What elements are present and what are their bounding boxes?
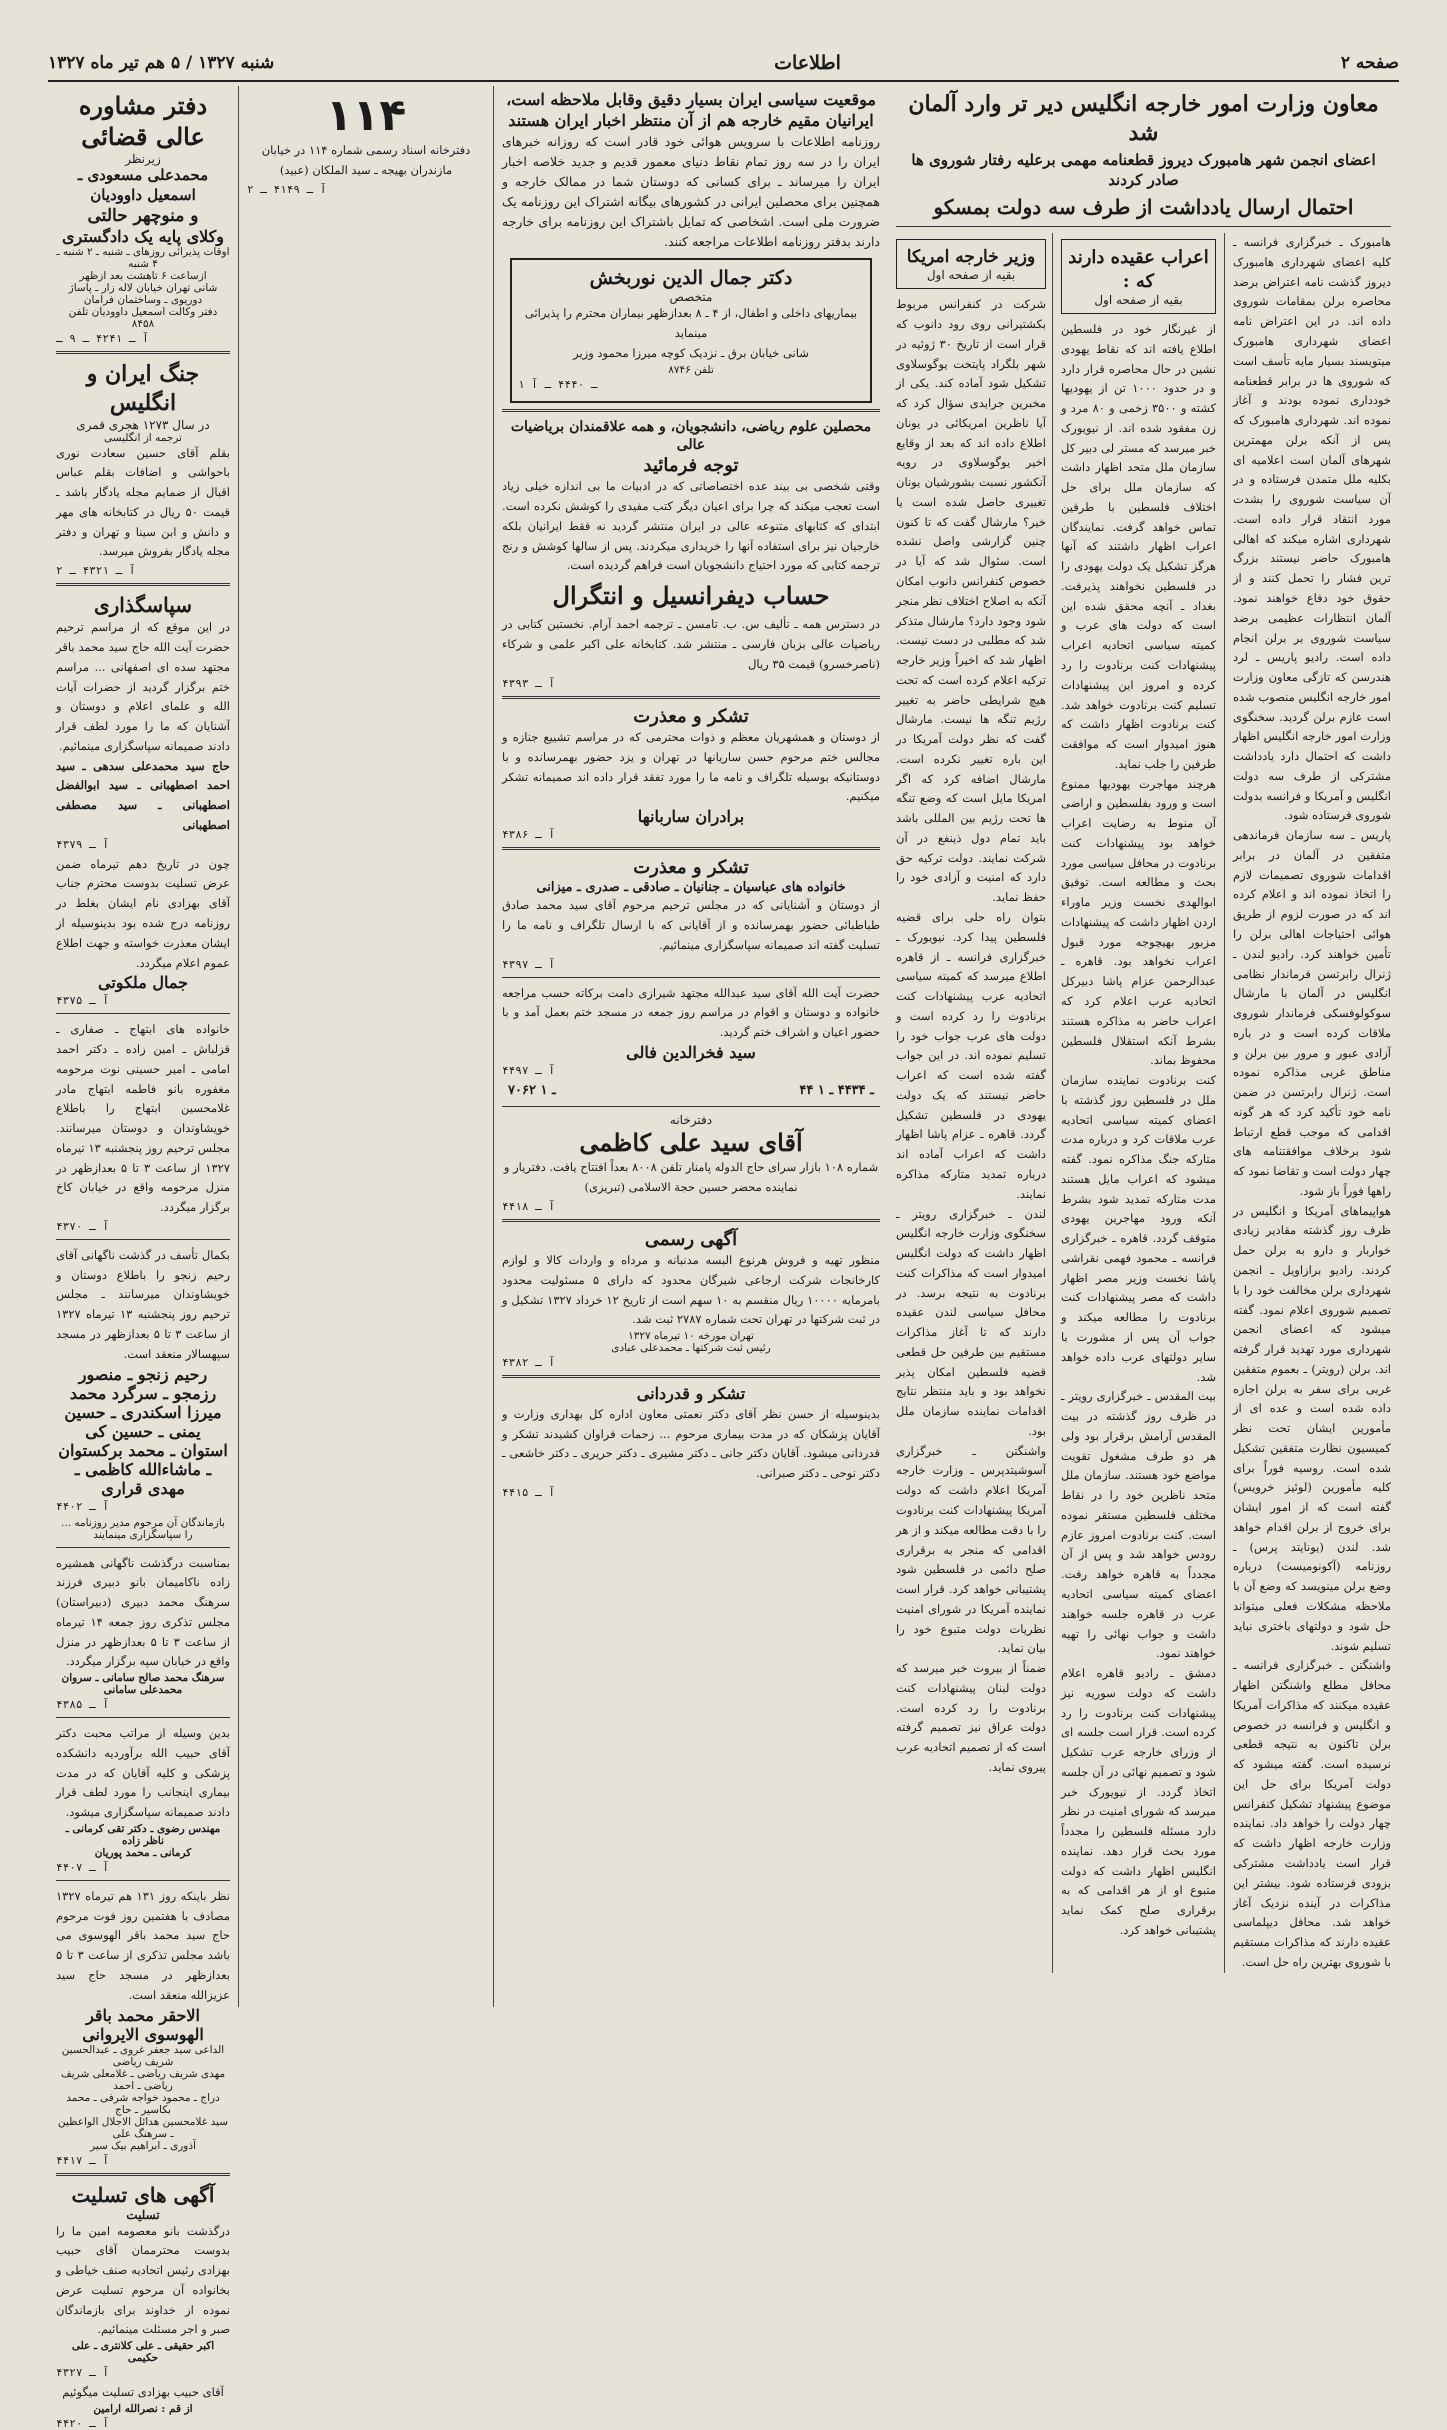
lead-headline: معاون وزارت امور خارجه انگلیس دیر تر وارد آلمان شد [908,91,1379,146]
notary-114-ref: آ ـ ۴۱۴۹ ـ ۲ [247,182,327,196]
official-ad-ref: آ ـ ۴۳۸۲ [502,1356,555,1370]
misc-notice-ref: آ ـ ۴۴۹۷ [502,1063,555,1077]
court-title: دفتر مشاوره عالی قضائی [78,91,208,152]
abroad-headline: موقعیت سیاسی ایران بسیار دقیق وقابل ملاحظه است، ایرانیان مقیم خارجه هم از آن منتظر اخبار ایران هستند [506,90,876,130]
thanks2-families: خانواده های عباسیان ـ جنانیان ـ صادقی ـ صدری ـ میزانی [536,879,846,895]
memorial-body: بمناسبت درگذشت ناگهانی همشیره زاده ناکامیمان بانو دبیری فرزند سرهنگ محمد دبیری (دبیراستان) مجلس تذکری روز جمعه ۱۴ تیرماه از ساعت ۳ تا ۵ بعدازظهر در منزل واقع در خیابان سپه برگزار میگردد. [56,1555,231,1669]
issue-date: شنبه ۱۳۲۷ / ۵ هم تیر ماه ۱۳۲۷ [48,53,275,73]
lead-body-3: هواپیماهای آمریکا و انگلیس در ظرف روز گذشته مقادیر زیادی خواربار و دارو به برلن حمل کردند. رادیو برازاویل ـ انجمن شهرداری برلن مخالفت خود را با تصمیم شوروی اعلام نمود. گفته میشود که اعضای انجمن شهرداری مورد تهدید قرار گرفته اند. برلن (رویتر) ـ بعموم متفقین غربی برای سفر به برلن اجازه داده شده است و عده ای از مأمورین ایشان تحت نظر کمیسیون نظارت متفقین تشکیل شده است. روسیه فوراً برای کلیه مأمورین (لوئیز خرویس) گفته است که از امور ایشان برای خروج از برلن اقدام خواهد شد. لندن (یونایتد پرس) ـ روزنامه (آکونومیست) درباره وضع برلن مینویسد که وضع آن با ملاحظه مشکلات فعلی میتواند حل شود و دولتهای باختری نباید تسلیم شوند. [1233,1203,1391,1653]
war-book-sub: در سال ۱۲۷۳ هجری قمری [76,417,210,432]
thanks2-ref: آ ـ ۴۳۹۷ [502,957,555,971]
math-title: محصلین علوم ریاضی، دانشجویان، و همه علاقمندان بریاضیات عالی [510,418,872,453]
doctor-phone: تلفن ۸۷۴۶ [668,363,714,376]
condolence1-names-2: میرزا اسکندری ـ حسین یمنی ـ حسین کی [64,1402,222,1441]
seventh-names-4: سید غلامحسین هدائل الاجلال الواعظین ـ سرهنگ علی [57,2115,229,2140]
math-body: وقتی شخصی بی بیند عده اختصاصاتی که در ادبیات ما بی اندازه خیلی زیاد است تعجب میکند که چرا برای اعیان دیگر کتب مفیدی را کوشش نکرده است. ابتدای که کتابهای متنوعه عالی در ایران منتشر گردید نه فقط ایرانیان بلکه خارجیان نیز برای استفاده آنها را خریداری میکردند. پس از سالها کوشش و رنج ترجمه کتابی که مورد احتیاج دانشجویان است فراهم گردیده است. [502,479,880,573]
usa-body-5: ضمناً از بیروت خبر میرسد که دولت لبنان پیشنهادات کنت برنادوت را رد کرده است. دولت عراق نیز تصمیم گرفته است که از تصمیم اتحادیه عرب پیروی نماید. [896,1661,1046,1774]
thanks3-title: تشکر و قدردانی [636,1384,746,1404]
gratitude-ref-2: آ ـ ۴۳۷۵ [56,994,109,1008]
court-ref: آ ـ ۴۲۴۱ ـ ۹ ـ [56,332,149,346]
arab-body-2: هرچند مهاجرت یهودیها ممنوع است و ورود بفلسطین و اراضی آن منوط به رضایت اعراب خواهد بود پیشنهادات کنت برنادوت در محافل سیاسی مورد بحث و مطالعه است. توفیق ابوالهدی نخست وزیر ماوراء اردن اظهار داشت که پیشنهادات مزبور بهیچوجه مورد قبول اعراب نخواهد بود. قاهره ـ عبدالرحمن عزام پاشا دبیرکل اتحادیه عرب اعلام کرد که اعراب حاضر به مذاکره هستند بشرط آنکه استقلال فلسطین محفوظ بماند. [1061,776,1216,1068]
memorial-sign: سرهنگ محمد صالح سامانی ـ سروان محمدعلی سامانی [61,1672,225,1697]
war-book-title: جنگ ایران و انگلیس [86,361,200,417]
seventh-names-3: دراج ـ محمود خواجه شرفی ـ محمد بکاسیر ـ حاج [66,2091,220,2116]
condolence1-note: بازماندگان آن مرحوم مدیر روزنامه ... را سپاسگزاری مینمایند [61,1516,225,1541]
arab-column [1061,233,1216,1972]
gratitude-title: سپاسگذاری [93,593,193,618]
kazemi-title: آقای سید علی کاظمی [579,1127,803,1157]
condolences-sign-2: از قم : نصرالله ارامین [93,2402,193,2415]
doctor-name: دکتر جمال الدین نوربخش [589,266,793,289]
doctor-ref: ۱ ـ ۴۴۴۰ ـ آ [518,377,598,391]
arab-body-3: کنت برنادوت نماینده سازمان ملل در فلسطین روز گذشته با اعضای کمیته سیاسی اتحادیه عرب ملاقات کرد و درباره مدت متارکه جنگ مذاکره نمود. گفته میشود که اعراب مایل هستند مدت متارکه تمدید شود بشرط آنکه ورود مهاجرین یهودی متوقف گردد. قاهره ـ خبرگزاری فرانسه ـ محمود فهمی نقراشی پاشا نخست وزیر مصر اظهار داشت که مصر پیشنهادات کنت برنادوت را مطالعه میکند و جواب آن پس از مشورت با سایر دولتهای عرب داده خواهد شد. [1061,1073,1216,1384]
war-book-ref: آ ـ ۴۳۲۱ ـ ۲ [56,564,136,578]
condolences-ref: آ ـ ۴۳۲۷ [56,2366,109,2380]
condolence1-body: بکمال تأسف در گذشت ناگهانی آقای رحیم زنجو را باطلاع دوستان و خویشاوندان میرسانند ـ مجلس ترحیم روز پنجشنبه ۱۳ تیرماه ۱۳۲۷ از ساعت ۳ تا ۵ بعدازظهر در مسجد سپهسالار منعقد است. [56,1247,230,1361]
arab-title: اعراب عقیده دارند که : [1068,247,1209,292]
gratitude-body: در این موقع که از مراسم ترحیم حضرت آیت الله حاج سید محمد باقر مجتهد سده ای اصفهانی ... مراسم ختم برگزار گردید از حضرات آیات الله و علمای اعلام و دوستان و آشنایان که ما را مورد لطف قرار دادند صمیمانه سپاسگزاری مینمائیم. [56,620,230,753]
seventh-ref: آ ـ ۴۴۱۷ [56,2153,109,2167]
thanks3-block [502,1384,880,1503]
masthead [48,50,1399,76]
seventh-names-5: آذوری ـ ابراهیم بیک سیر [90,2139,196,2152]
official-ad-date: تهران مورخه ۱۰ تیرماه ۱۳۲۷ [628,1330,754,1343]
condolences-body: درگذشت بانو معصومه امین ما را بدوست محترممان آقای حبیب بهزادی رئیس اتحادیه صنف خیاطی و بخانواده آن مرحوم تسلیت عرض نموده از خداوند برای بازماندگان صبر و اجر مسئلت مینمائیم. [56,2223,230,2337]
thanks1-body: از دوستان و همشهریان معظم و ذوات محترمی که در مراسم تشییع جنازه و مجالس ختم مرحوم حسن ساریانها در تهران و یزد حضور بهمرسانده و با دوستانیکه بوسیله تلگراف و نامه ما را مورد تفقد قرار داده اند صمیمانه تشکر میکنیم. [502,730,880,804]
lead-third-headline: احتمال ارسال یادداشت از طرف سه دولت بمسکو [933,195,1354,220]
official-ad-body: منظور تهیه و فروش هرنوع البسه مدنبانه و مرداه و واردات کالا و لوازم کارخانجات شرکت ارجاعی شیرگان محدود که دارای ۵ مسئولیت محدود بامرمایه ۱۰۰۰۰ ریال منقسم به ۱۰ سهم است از تاریخ ۱۲ خرداد ۱۳۲۷ تشکیل و در ثبت شرکتها در تهران تحت شماره ۲۷۸۷ ثبت شد. [502,1253,880,1327]
notary-114-number: ۱۱۴ [325,90,407,141]
condolences-title: آگهی های تسلیت [71,2182,215,2207]
left-column [48,86,238,2430]
arab-body-1: از غیرنگار خود در فلسطین اطلاع یافته اند که نقاط یهودی نشین در حال محاصره قرار دارد و در حدود ۱۰۰۰ تن از یهودیها کشته و ۳۵۰۰ زخمی و ۸۰ مرد و زن مفقود شده اند. از نیویورک خبر میرسد که مستر لی دبیر کل سازمان ملل متحد اظهار داشت که سازمان ملل برای حل اختلاف فلسطین با طرفین تماس خواهد گرفت. نمایندگان اعراب اظهار داشتند که آنها هرگز تشکیل یک دولت یهودی را در فلسطین نخواهند پذیرفت. بغداد ـ آنچه محقق شده این است که دولت های عرب و کمیته سیاسی اتحادیه اعراب پیشنهادات کنت برنادوت را رد کرده و امروز این پیشنهادات تسلیم کنت برنادوت خواهد شد. کنت برنادوت اظهار داشت که هنوز امیدوار است که موافقت طرفین را جلب نماید. [1061,321,1216,771]
masthead-rule [48,80,1399,82]
war-book-sub2: ترجمه از انگلیسی [104,431,182,444]
court-names-2: و منوچهر حالتی [87,206,199,227]
paper-name: اطلاعات [774,52,841,74]
thanks1-title: تشکر و معذرت [633,705,749,727]
court-hours: اوقات پذیرائی روزهای ـ شنبه ـ ۲ شنبه ـ ۴ شنبه [56,246,230,271]
stamp-right: ۴۴ ـ ۴۴۳۴ ـ ۱ [799,1082,874,1098]
lead-subheadline: اعضای انجمن شهر هامبورک دیروز قطعنامه مهمی برعلیه رفتار شوروی ها صادر کردند [911,151,1376,189]
arab-section [896,233,1225,1972]
usa-body-2: بتوان راه حلی برای قضیه فلسطین پیدا کرد. نیویورک ـ خبرگزاری فرانسه ـ از قاهره اطلاع میرسد که کمیته سیاسی اتحادیه عرب پیشنهادات کنت برنادوت را رد کرده است و دولت های عرب جواب خود را تسلیم نموده اند. در این جواب گفته شده است که اعراب حاضر نیستند که یک دولت یهودی در فلسطین تشکیل گردد. قاهره ـ عزام پاشا اظهار داشت که اعراب آماده اند درباره تمدید متارکه مذاکره نمایند. [896,910,1046,1201]
thanks2-title: تشکر و معذرت [633,857,749,879]
war-book-body: بقلم آقای حسین سعادت نوری باحواشی و اضافات بقلم عباس اقبال از ضمایم مجله یادگار باشد ـ قیمت ۵۰ ریال در کتابخانه های مهر و دانش و ابن سینا و تهران و دفتر مجله یادگار بفروش میرسد. [56,445,230,559]
stamp-left: ۷۰۶۲ ـ ۱ [508,1082,556,1098]
lead-body-column [1233,233,1391,1972]
seventh-sign: الاحقر محمد باقر الهوسوی الایروانی [82,2005,204,2044]
thanks3-ref: آ ـ ۴۴۱۵ [502,1486,555,1500]
condolence1-ref: آ ـ ۴۴۰۲ [56,1499,109,1513]
student-sign: مهندس رضوی ـ دکتر تقی کرمانی ـ ناظر زاده [65,1822,221,1847]
kazemi-body: شماره ۱۰۸ بازار سرای حاج الدوله پامنار تلفن ۸۰۰۸ بعداً افتتاح یافت. دفتریار و نماینده محضر حسین حجة الاسلامی (تبریزی) [503,1160,879,1194]
doctor-address: شانی خیابان برق ـ نزدیک کوچه میرزا محمود وزیر [573,345,809,360]
thanks1-sign: برادران ساربانها [637,807,745,827]
court-address: شانی تهران خیابان لاله زار ـ پاساژ دوریوی ـ وساختمان فرامان [68,282,218,307]
official-ad-sign: رئیس ثبت شرکتها ـ محمدعلی عبادی [611,1342,771,1355]
kazemi-label: دفترخانه [669,1112,713,1127]
misc-notice-sign: سید فخرالدین فالی [626,1042,756,1062]
condolence1-names: رحیم زنجو ـ منصور رزمجو ـ سرگرد محمد [69,1364,217,1403]
condolence1-names-3: استوان ـ محمد برکستوان ـ ماشاءالله کاظمی ـ مهدی قراری [58,1440,228,1498]
gratitude-ref: آ ـ ۴۳۷۹ [56,837,109,851]
usa-body-1: شرکت در کنفرانس مربوط بکشتیرانی روی رود دانوب که قرار است از تاریخ ۳۰ ژوئیه در شهر بلگراد پایتخت یوگوسلاوی تشکیل شود آماده کند. یکی از مخبرین جرایدی سؤال کرد که آیا ناظرین امریکائی در یونان اطلاع داده اند که بعد از وقایع اخیر یوگوسلاوی در رویه آنکشور نسبت بشورشیان یونان تغییری حاصل شده است یا خیر؟ مارشال گفت که تا کنون چنین گزارشی واصل نشده است. سئوال شد که آیا در خصوص کنفرانس دانوب امکان آنکه به اصلاح اختلاف نظر منجر شود وجود دارد؟ مارشال متذکر شد که مطلبی در دست نیست. اظهار شد که اخیراً وزیر خارجه ترکیه اعلام کرده است که تحت هیچ شرایطی حاضر به تغییر رژیم تنگه ها نیست. مارشال گفت که نظر دولت آمریکا در این باره تغییر نکرده است. مارشال اضافه کرد که اگر امریکا مایل است که وضع تنگه ها تحت رژیم بین المللی باشد باید تمام دول ذینفع در آن شرکت نمایند. دولت ترکیه حق دارد که امنیت و آزادی خود را حفظ نماید. [896,297,1046,905]
lead-body-4: واشنگتن ـ خبرگزاری فرانسه ـ محافل مطلع واشنگتن اظهار عقیده میکنند که مذاکرات آمریکا و انگلیس و فرانسه در خصوص برلن تاکنون به نتیجه قطعی نرسیده است. گفته میشود که دولت آمریکا برای حل این موضوع پیشنهاد تشکیل کنفرانس چهار دولت را خواهد داد. نماینده وزارت خارجه اظهار داشت که قرار است یادداشت مشترکی بزودی فرستاده شود. بیشتر این مذاکرات در آینده نزدیک آغاز خواهد شد. محافل دیپلماسی عقیده دارند که مذاکرات مستقیم با شوروی بهترین راه حل است. [1233,1658,1391,1969]
usa-body-4: واشنگتن ـ خبرگزاری آسوشیتدپرس ـ وزارت خارجه آمریکا اعلام داشت که دولت آمریکا پیشنهادات کنت برنادوت را با دقت مطالعه میکند و از هر اقدامی که منجر به برقراری صلح دائمی در فلسطین شود پشتیبانی خواهد کرد. قرار است نماینده آمریکا در شورای امنیت نظریات دولت متبوع خود را بیان نماید. [896,1443,1046,1656]
notary-114-body: دفترخانه اسناد رسمی شماره ۱۱۴ در خیابان مازندران بهیجه ـ سید الملکان (عبید) [261,143,471,177]
condolences-body-2: آقای حبیب بهزادی تسلیت میگوئیم [62,2385,224,2400]
seventh-names-2: مهدی شریف ریاضی ـ غلامعلی شریف ریاضی ـ احمد [60,2067,226,2092]
student-sign-2: کرمانی ـ محمد پوریان [94,1846,192,1859]
condolences-ref-2: آ ـ ۴۴۲۰ [56,2416,109,2430]
stamp-strip [502,1081,880,1100]
thanks3-body: بدینوسیله از حسن نظر آقای دکتر نعمتی معاون اداره کل بهداری وزارت و آقایان پزشکان که در مدت بیماری مرحوم ... زحمات فراوان کشیدند تشکر و قدردانی میشود. آقایان دکتر جانی ـ دکتر مشیری ـ دکتر حریری ـ دکتر خاشعی ـ دکتر نوحی ـ دکتر صبرانی. [502,1406,880,1481]
court-time: ازساعت ۶ تاهشت بعد ازظهر [79,270,207,283]
court-phone: دفتر وکالت اسمعیل داوودیان تلفن ۸۴۵۸ [68,306,218,331]
lead-body-2: پاریس ـ سه سازمان فرماندهی متفقین در آلمان در برابر اقدامات شوروی تصمیمات لازم را اتخاذ نموده اند و اعلام کرده اند که در صورت لزوم از طریق هوائی احتیاجات اهالی برلن را تأمین خواهند کرد. رادیو لندن ـ ژنرال رابرتسن فرماندار نظامی انگلیس در آلمان با مارشال سوکولوفسکی فرماندار شوروی ملاقات کرده است و در باره آزادی عبور و مرور بین برلن و مناطق غربی مذاکره نموده است. ژنرال رابرتسن در ضمن نامه خود تأکید کرد که هر گونه اقدامی که موجب قطع ارتباط شود برخلاف موافقتنامه های چهار دولت است و تقاضا نمود که راهها فوراً باز شود. [1233,828,1391,1198]
math-sub: توجه فرمائید [643,454,739,476]
condolences-sub: تسلیت [126,2207,160,2222]
gratitude-body-2: چون در تاریخ دهم تیرماه ضمن عرض تسلیت بدوست محترم جناب آقای بهزادی نام ایشان بغلط در روزنامه درج شده بود بدینوسیله از ایشان معذرت خواسته و جهت اطلاع عموم اعلام میگردد. [56,856,230,970]
seventh-names: الداعی سید جعفر غروی ـ عبدالحسین شریف ریاضی [61,2043,225,2068]
left-center-column [238,86,493,2007]
doctor-role: متخصص [669,290,713,305]
gratitude-sign-2: جمال ملکوتی [98,973,188,993]
arab-body-5: دمشق ـ رادیو قاهره اعلام داشت که دولت سوریه نیز پیشنهادات کنت برنادوت را رد کرده است. قرار است جلسه ای از وزرای خارجه عرب تشکیل شود و تصمیم نهائی در آن جلسه اتخاذ گردد. از نیویورک خبر میرسد که شورای امنیت در نظر دارد مسئله فلسطین را مجدداً مورد بحث قرار دهد. نماینده انگلیس اظهار داشت که دولت متبوع او از هر اقدامی که به برقراری صلح کمک نماید پشتیبانی خواهد کرد. [1061,1666,1216,1937]
condolences-sign: اکبر حقیقی ـ علی کلانتری ـ علی حکیمی [71,2340,215,2365]
misc-notice-body: حضرت آیت الله آقای سید عبدالله مجتهد شیرازی دامت برکاته حسب مراجعه خانواده و دوستان و اقوام در مراسم روز جمعه در مسجد ختم بعمل آمد و با حضور اعیان و اشراف ختم گردید. [502,985,880,1040]
thanks2-body: از دوستان و آشنایانی که در مجلس ترحیم مرحوم آقای سید محمد صادق طباطبائی حضور بهمرسانده و از آقایانی که با ارسال تلگراف و نامه ما را تسلیت گفته اند صمیمانه سپاسگزاری مینمائیم. [502,898,880,952]
usa-title: وزیر خارجه امریکا [906,247,1036,268]
doctor-ad [510,258,872,403]
calculus-book-title: حساب دیفرانسیل و انتگرال [552,581,830,611]
gratitude-sign: حاج سید محمدعلی سدهی ـ سید احمد اصطهبانی ـ سید ابوالفضل اصطهبانی ـ سید مصطفی اصطهبانی [56,758,230,832]
memorial-ref: آ ـ ۴۳۸۵ [56,1698,109,1712]
page-number: صفحه ۲ [1340,53,1399,73]
usa-sub: بقیه از صفحه اول [926,268,1016,283]
court-names: محمدعلی مسعودی ـ اسمعیل داوودیان [77,166,209,204]
math-ref: آ ـ ۴۳۹۳ [502,676,555,690]
usa-column [896,233,1053,1972]
arab-sub: بقیه از صفحه اول [1094,292,1183,307]
court-sub: زیرنظر [125,152,161,167]
families-ref: آ ـ ۴۳۷۰ [56,1219,109,1233]
official-ad-title: آگهی رسمی [644,1228,738,1250]
kazemi-ref: آ ـ ۴۴۱۸ [502,1199,555,1213]
student-body: بدین وسیله از مراتب محبت دکتر آقای حبیب الله برآوردیه دانشکده پزشکی و کلیه آقایان که در مدت بیماری اینجانب را مورد لطف قرار دادند صمیمانه سپاسگزاری میشود. [56,1726,230,1820]
court-role: وکلای پایه یک دادگستری [61,227,225,247]
calculus-book-desc: در دسترس همه ـ تألیف س. ب. تامسن ـ ترجمه احمد آرام. نخستین کتابی در ریاضیات عالی بزبان فارسی ـ منتشر شد. کتابخانه علی اکبر علمی و شرکاء (ناصرخسرو) قیمت ۳۵ ریال [502,617,880,671]
center-column [493,86,888,2007]
lead-column [888,86,1399,2007]
student-ref: آ ـ ۴۴۰۷ [56,1860,109,1874]
thanks1-ref: آ ـ ۴۳۸۶ [502,828,555,842]
families-body: خانواده های ابتهاج ـ صفاری ـ قزلباش ـ امین زاده ـ دکتر احمد امامی ـ امیر حسینی نوت مرحومه مغفوره بانو فاطمه ابتهاج مادر غلامحسین ابتهاج را باطلاع خویشاوندان و دوستان میرسانند. مجلس ترحیم روز پنجشنبه ۱۳ تیرماه ۱۳۲۷ از ساعت ۳ تا ۵ بعدازظهر در منزل مرحومه واقع در خیابان کاخ برگزار میگردد. [56,1022,230,1215]
seventh-body: نظر باینکه روز ۱۳۱ هم تیرماه ۱۳۲۷ مصادف با هفتمین روز فوت مرحوم حاج سید محمد باقر الهوسوی می باشد مجلس تذکری از ساعت ۳ تا ۵ بعدازظهر در مسجد حاج سید عزیزالله منعقد است. [56,1888,231,2002]
lead-body-1: هامبورک ـ خبرگزاری فرانسه ـ کلیه اعضای شهرداری هامبورک دیروز گذشت نامه اعتراض برضد محاصره برلن بمقامات شوروی داده اند. در این اعتراض نامه اعضای شهرداری هامبورک میتویسند بسیار مایه تأسف است که شوروی ها در برابر قطعنامه خودداری نموده بودند و آغاز نموده اند. شهرداری هامبورک که پس از آنکه برلن مهمترین شهرهای آلمان است اعلامیه ای بکلیه ملل متمدن فرستاده و در آن سیاست شوروی را بشدت مورد انتقاد قرار داده است. شهرداری اشاره میکند که اهالی هامبورک حاضر نیستند بزرگ ترین فشار را تحمل کنند و از حقوق خود دفاع خواهند نمود. آلمان انتظارات عظیمی برضد سیاست شوروی بر برلن انجام داده است. رادیو پاریس ـ لرد هندرسن که تازگی معاون وزارت امور خارجه انگلیس منصوب شده است عازم برلن گردید. سخنگوی وزارت امور خارجه انگلیس اظهار داشت که احتمال دارد یادداشت مشترکی از طرف سه دولت انگلیس و آمریکا و فرانسه بدولت شوروی فرستاده شود. [1233,235,1391,823]
doctor-hours: بیماریهای داخلی و اطفال، از ۴ ـ ۸ بعدازظهر بیماران محترم را پذیرائی مینماید [524,306,858,341]
abroad-body: روزنامه اطلاعات با سرویس هوائی خود قادر است که روزانه خبرهای ایران را در سه روز تمام نقاط دنیای معمور قدیم و جدید خلاصه اخبار ایران را میرساند ـ برای کسانی که دوستان شما در ممالک خارجه و همچنین برای محصلین ایرانی در کشورهای بیگانه اشتراک این روزنامه یک ضرورت ملی است. اشخاصی که تمایل باشتراک این روزنامه برای خارجه دارند بدفتر روزنامه اطلاعات مراجعه کنند. [502,133,880,249]
usa-body-3: لندن ـ خبرگزاری رویتر ـ سخنگوی وزارت خارجه انگلیس اظهار داشت که دولت انگلیس امیدوار است که مذاکرات کنت برنادوت به نتیجه برسد. در محافل سیاسی لندن عقیده دارند که تا آغاز مذاکرات مستقیم بین طرفین حل قطعی قضیه فلسطین امکان پذیر نخواهد بود و باید منتظر نتایج اقدامات نماینده سازمان ملل بود. [896,1206,1046,1438]
arab-body-4: بیت المقدس ـ خبرگزاری رویتر ـ در ظرف روز گذشته در بیت المقدس آرامش برقرار بود ولی هر دو طرف مشغول تقویت مواضع خود هستند. سازمان ملل متحد ناظرین خود را در نقاط مختلف فلسطین مستقر نموده است. کنت برنادوت امروز عازم رودس خواهد شد و پس از آن مجدداً به قاهره خواهد رفت. اعضای کمیته سیاسی اتحادیه عرب در قاهره جلسه خواهند داشت و جواب نهائی را تهیه خواهند نمود. [1061,1389,1216,1661]
columns [48,86,1399,2430]
